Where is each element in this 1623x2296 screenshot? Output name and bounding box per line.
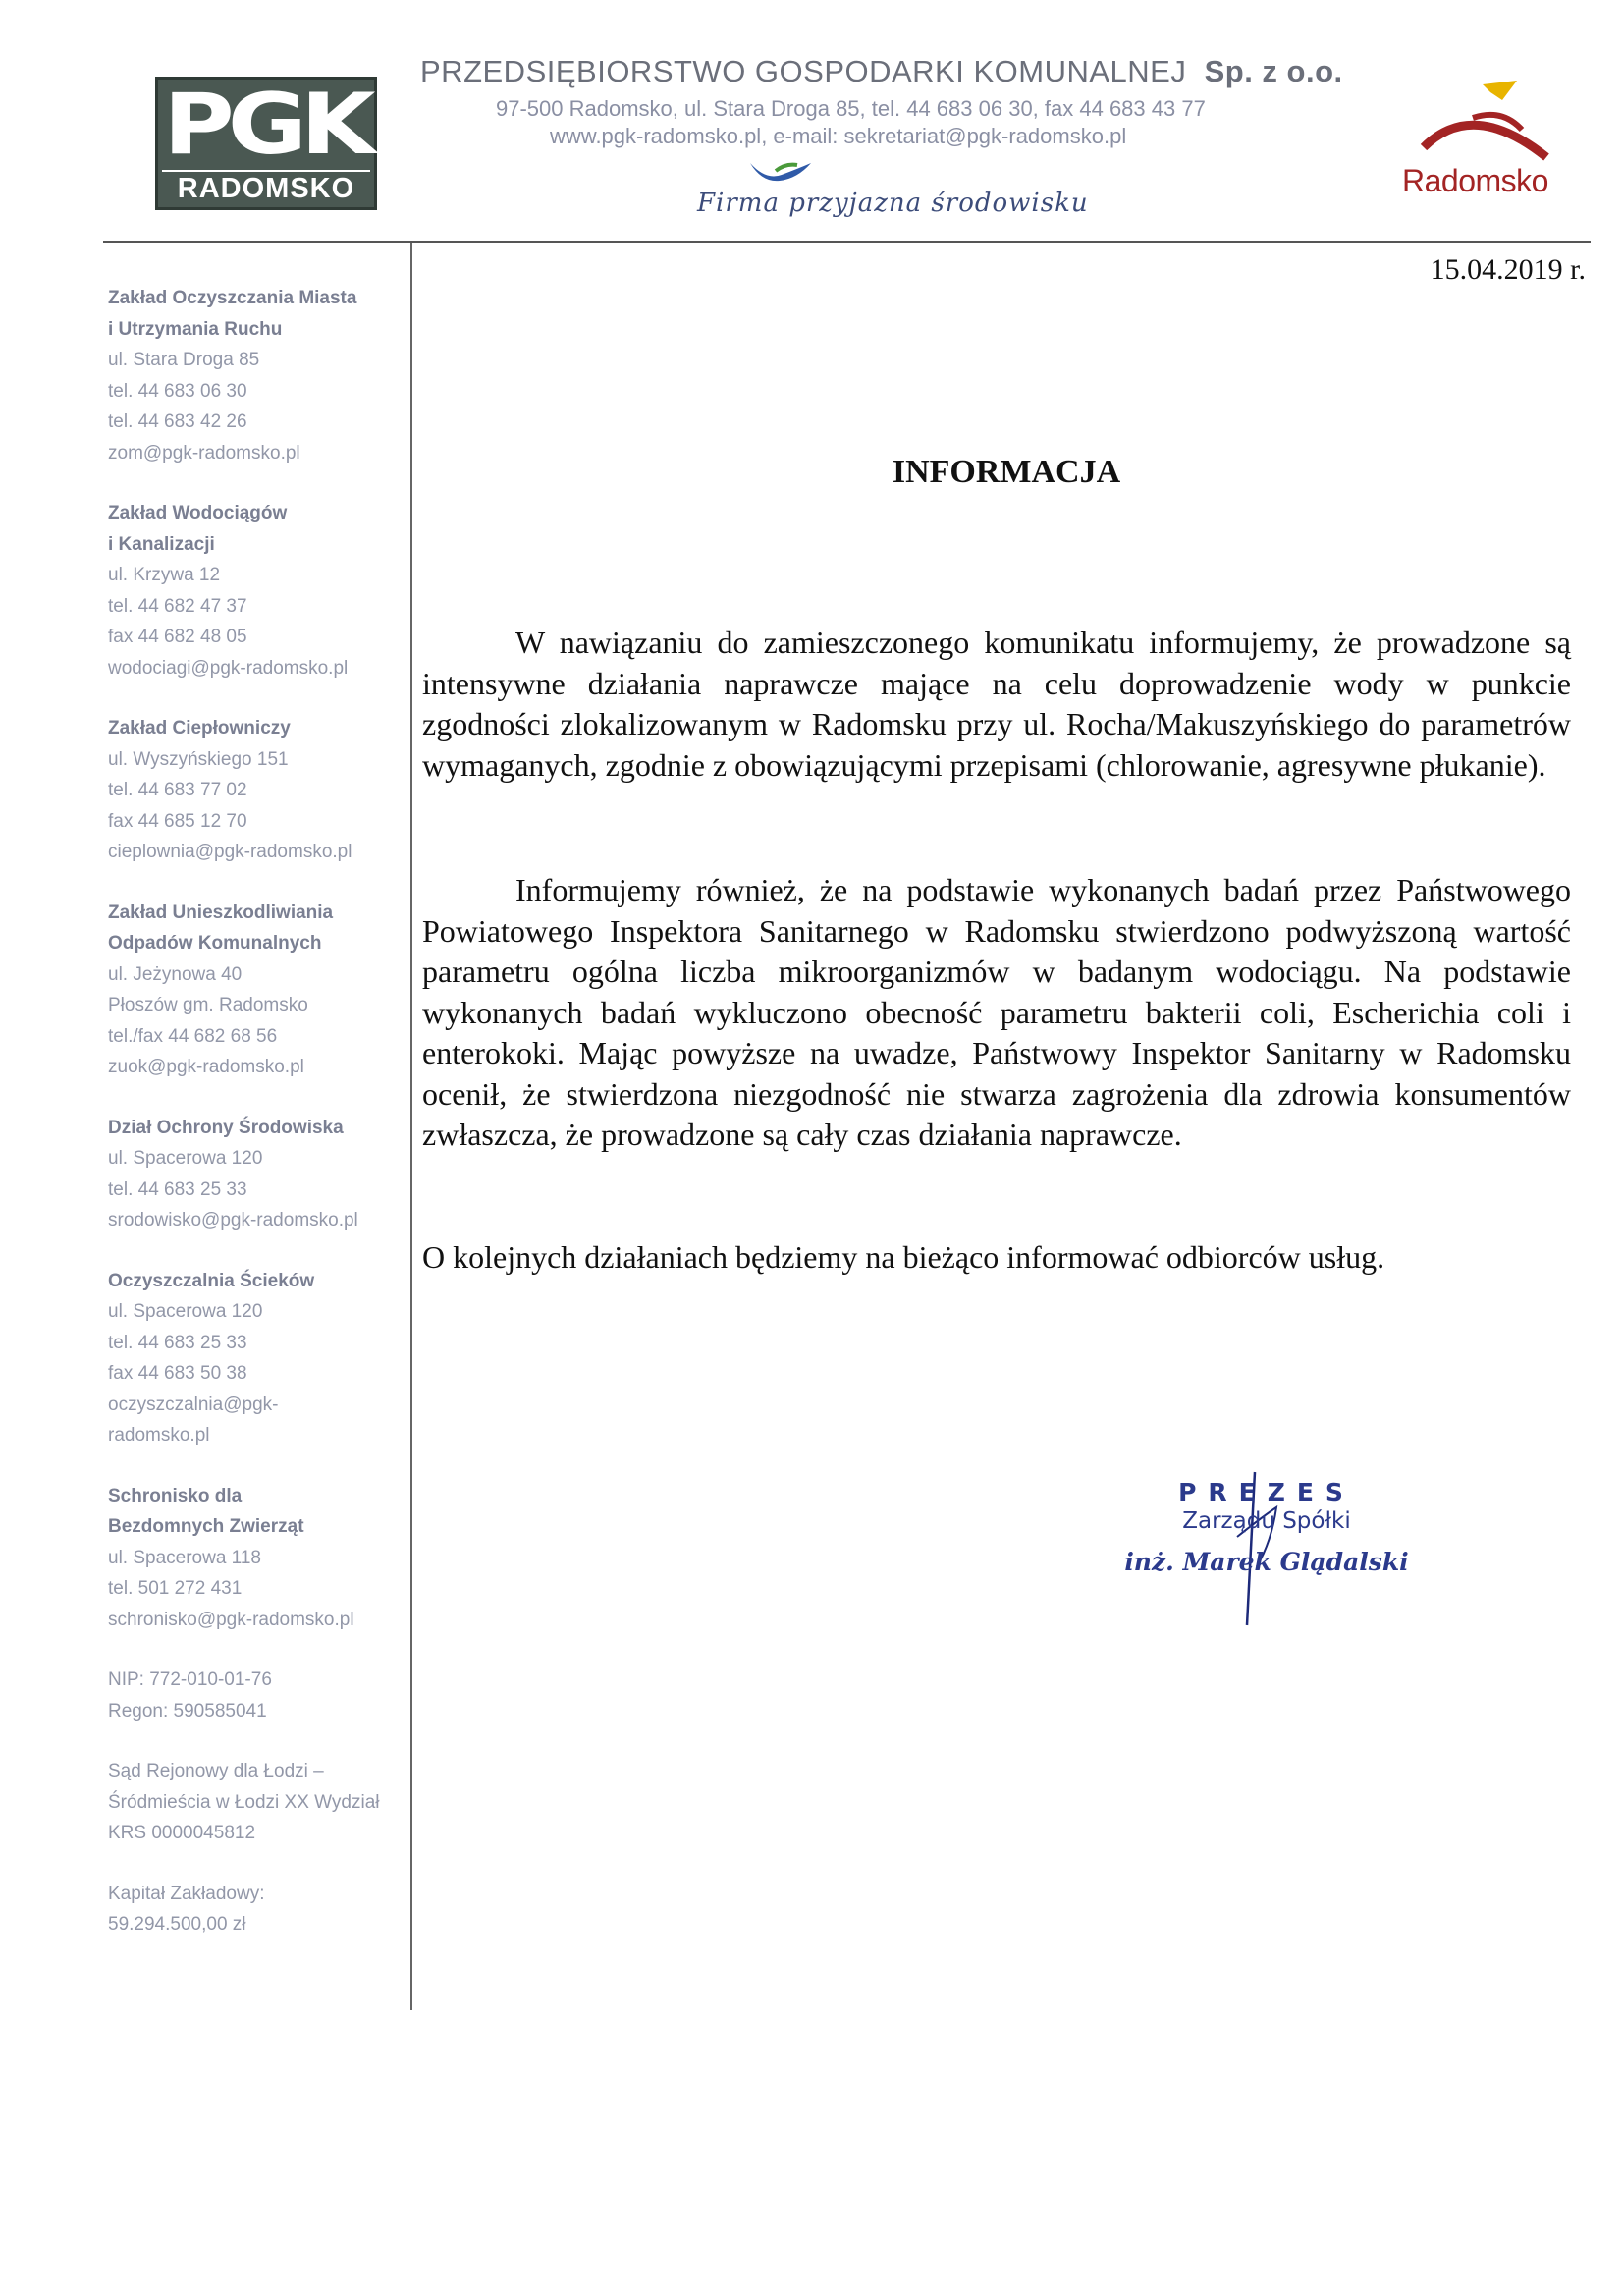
sidebar-block-line: cieplownia@pgk-radomsko.pl: [108, 842, 352, 862]
sidebar-block-line: ul. Spacerowa 118: [108, 1547, 261, 1568]
radomsko-city-logo-icon: [1404, 79, 1561, 167]
sidebar-block-line: srodowisko@pgk-radomsko.pl: [108, 1210, 358, 1230]
stamp-subtitle: Zarządu Spółki: [1182, 1508, 1351, 1534]
company-name: [420, 54, 1422, 89]
sidebar-block: [108, 1665, 412, 1726]
sidebar-block-line: fax 44 685 12 70: [108, 810, 247, 832]
sidebar-block-line: ul. Spacerowa 120: [108, 1148, 263, 1169]
signature-stamp: [1109, 1478, 1424, 1576]
sidebar-block-line: tel. 44 683 25 33: [108, 1178, 247, 1200]
sidebar-block-title: Zakład Wodociągów: [108, 503, 288, 523]
stamp-name: inż. Marek Glądalski: [1124, 1548, 1409, 1576]
pgk-logo: [155, 77, 377, 210]
sidebar-block-line: Regon: 590585041: [108, 1700, 267, 1722]
sidebar-block: [108, 1756, 412, 1849]
sidebar-block-title: Dział Ochrony Środowiska: [108, 1117, 344, 1138]
pgk-logo-city: RADOMSKO: [162, 170, 370, 201]
radomsko-city-logo-text: Radomsko: [1402, 163, 1548, 198]
letter-paragraph-1: W nawiązaniu do zamieszczonego komunikatu informujemy, że prowadzone są intensywne działania naprawcze mające na celu doprowadzenie wody w punkcie zgodności zlokalizowanym w Radomsku przy ul. Rocha/Makuszyńskiego do parametrów wymaganych, zgodnie z obowiązującymi przepisami (chlorowanie, agresywne płukanie).: [422, 625, 1571, 783]
sidebar-block-line: tel. 44 683 25 33: [108, 1332, 247, 1353]
sidebar-block-title: i Kanalizacji: [108, 533, 215, 555]
sidebar-block-line: zom@pgk-radomsko.pl: [108, 442, 300, 464]
sidebar-block-line: zuok@pgk-radomsko.pl: [108, 1057, 304, 1077]
sidebar-block-line: tel. 501 272 431: [108, 1578, 243, 1599]
sidebar-block-line: tel. 44 682 47 37: [108, 595, 247, 617]
sidebar-block-title: Oczyszczalnia Ścieków: [108, 1270, 315, 1291]
header-divider: [103, 241, 1591, 243]
stamp-title: PREZES: [1178, 1478, 1355, 1506]
company-contact-line2: www.pgk-radomsko.pl, e-mail: sekretariat@pgk-radomsko.pl: [550, 124, 1127, 148]
sidebar-block-line: ul. Jeżynowa 40: [108, 963, 243, 985]
pgk-logo-mark: PGK: [163, 76, 369, 174]
sidebar-block-line: tel. 44 683 42 26: [108, 411, 247, 432]
letter-paragraph-2: Informujemy również, że na podstawie wykonanych badań przez Państwowego Powiatowego Inspektora Sanitarnego w Radomsku stwierdzono podwyższoną wartość parametru ogólna liczba mikroorganizmów w badanym wodociągu. Na podstawie wykonanych badań wykluczono obecność parametru bakterii coli, Escherichia coli i enterokoki. Mając powyższe na uwadze, Państwowy Inspektor Sanitarny w Radomsku ocenił, że stwierdzona niezgodność nie stwarza zagrożenia dla zdrowia konsumentów zwłaszcza, że prowadzone są cały czas działania naprawcze.: [422, 872, 1571, 1152]
sidebar-block-line: fax 44 682 48 05: [108, 627, 247, 647]
sidebar-block: [108, 1481, 412, 1636]
company-name-text: PRZEDSIĘBIORSTWO GOSPODARKI KOMUNALNEJ: [420, 54, 1187, 88]
sidebar-block-title: Zakład Oczyszczania Miasta: [108, 288, 357, 308]
sidebar-contacts: [108, 283, 412, 1970]
sidebar-block-line: radomsko.pl: [108, 1425, 210, 1446]
letter-heading: INFORMACJA: [892, 454, 1121, 490]
sidebar-block-title: Schronisko dla: [108, 1485, 243, 1506]
sidebar-block-line: tel. 44 683 77 02: [108, 780, 247, 800]
sidebar-block-line: tel./fax 44 682 68 56: [108, 1025, 278, 1047]
sidebar-block: [108, 1879, 412, 1941]
sidebar-block-title: Bezdomnych Zwierząt: [108, 1516, 304, 1537]
sidebar-block-line: Śródmieścia w Łodzi XX Wydział: [108, 1791, 380, 1813]
sidebar-block: [108, 1266, 412, 1451]
sidebar-block-line: ul. Krzywa 12: [108, 565, 221, 585]
sidebar-block: [108, 1113, 412, 1236]
sidebar-block-title: Zakład Unieszkodliwiania: [108, 902, 334, 923]
sidebar-block-line: ul. Wyszyńskiego 151: [108, 748, 289, 770]
sidebar-block-line: Sąd Rejonowy dla Łodzi –: [108, 1761, 324, 1781]
sidebar-block: [108, 713, 412, 868]
sidebar-block-line: Płoszów gm. Radomsko: [108, 995, 308, 1015]
eco-bird-icon: [746, 159, 815, 185]
sidebar-block-line: NIP: 772-010-01-76: [108, 1669, 272, 1690]
sidebar-block-line: Kapitał Zakładowy:: [108, 1883, 265, 1904]
sidebar-block-line: fax 44 683 50 38: [108, 1363, 247, 1384]
sidebar-block-line: 59.294.500,00 zł: [108, 1914, 246, 1935]
sidebar-block-line: schronisko@pgk-radomsko.pl: [108, 1609, 354, 1630]
sidebar-block-title: Odpadów Komunalnych: [108, 933, 322, 954]
sidebar-block-line: oczyszczalnia@pgk-: [108, 1394, 279, 1415]
sidebar-block-line: ul. Spacerowa 120: [108, 1301, 263, 1322]
sidebar-block-line: tel. 44 683 06 30: [108, 380, 247, 402]
sidebar-block: [108, 498, 412, 683]
letter-paragraph-3: O kolejnych działaniach będziemy na bieżąco informować odbiorców usług.: [422, 1239, 1385, 1275]
sidebar-block-title: Zakład Ciepłowniczy: [108, 718, 291, 738]
sidebar-block: [108, 898, 412, 1083]
company-form: Sp. z o.o.: [1204, 54, 1343, 88]
sidebar-block-title: i Utrzymania Ruchu: [108, 318, 283, 340]
letter-date: 15.04.2019 r.: [1430, 253, 1586, 286]
sidebar-block-line: KRS 0000045812: [108, 1823, 256, 1843]
company-contact-line1: 97-500 Radomsko, ul. Stara Droga 85, tel. 44 683 06 30, fax 44 683 43 77: [496, 96, 1206, 121]
sidebar-block: [108, 283, 412, 468]
company-slogan: Firma przyjazna środowisku: [697, 189, 1089, 218]
sidebar-block-line: wodociagi@pgk-radomsko.pl: [108, 657, 349, 679]
sidebar-block-line: ul. Stara Droga 85: [108, 350, 260, 370]
